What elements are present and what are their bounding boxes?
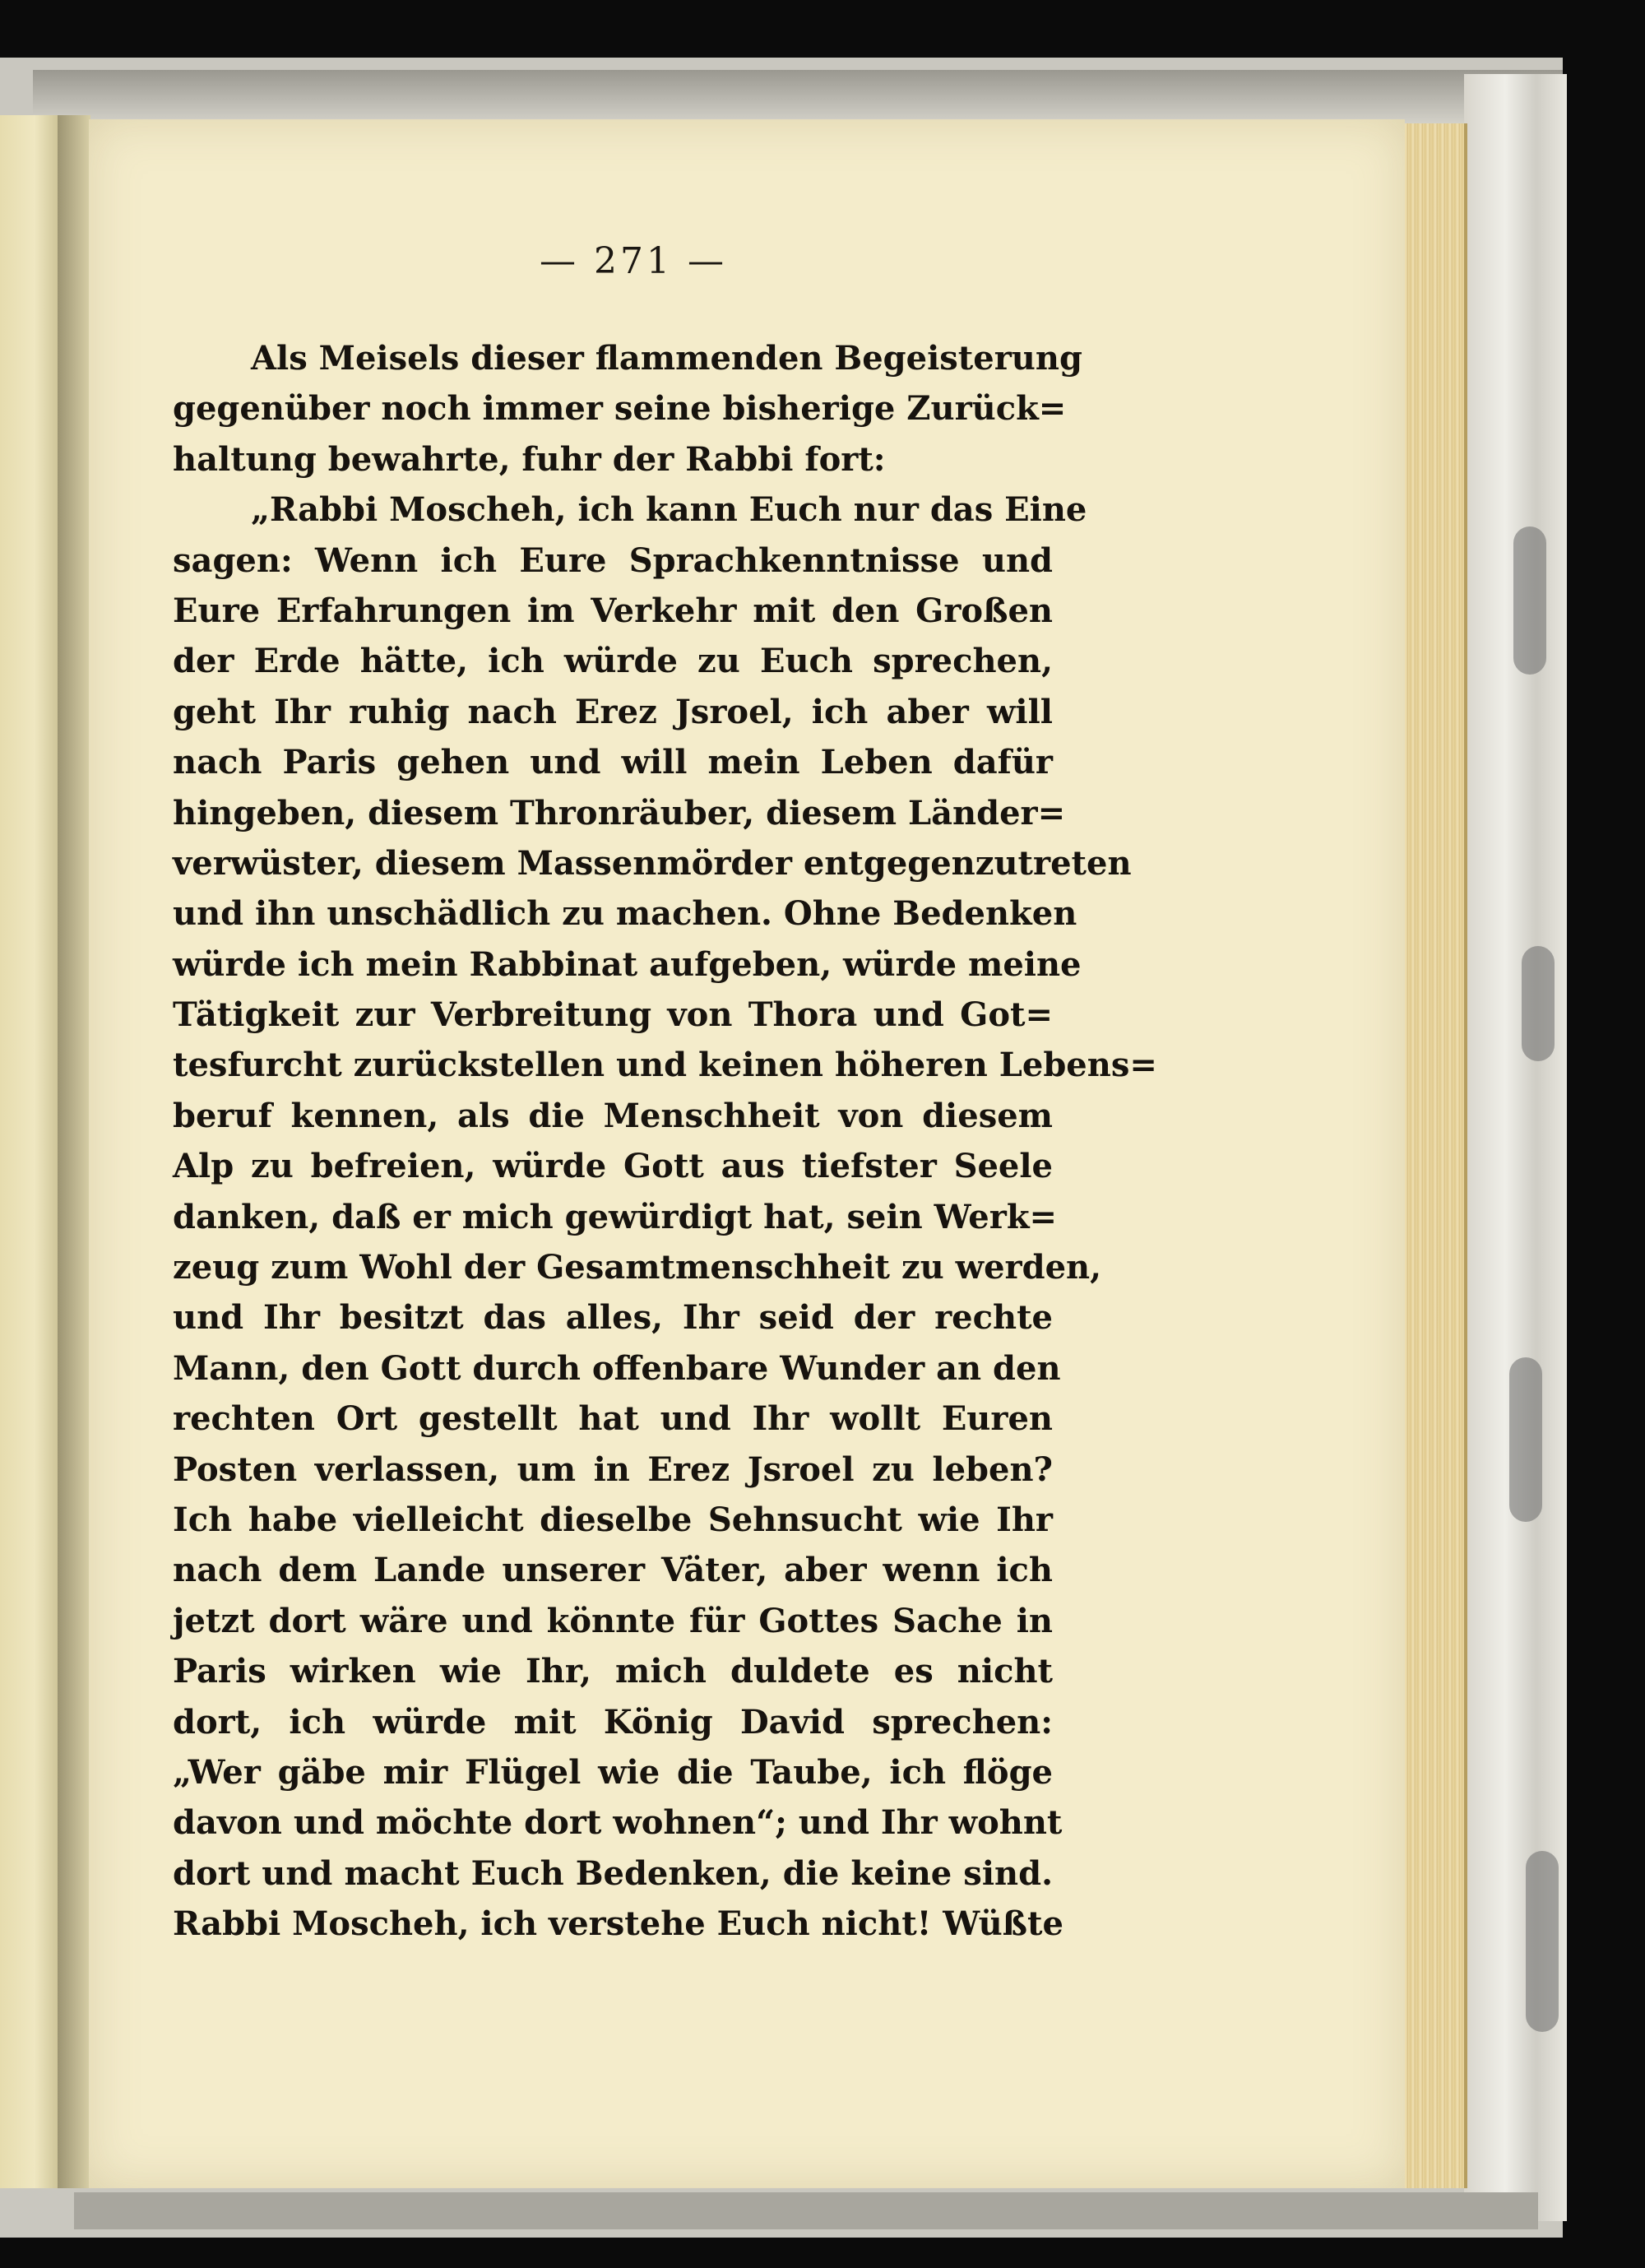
text-line: beruf kennen, als die Menschheit von diesem [173, 1096, 1053, 1135]
body-text [173, 333, 1157, 1950]
text-line: Paris wirken wie Ihr, mich duldete es nicht [173, 1652, 1053, 1691]
page-number: — 271 — [540, 240, 727, 282]
text-line: nach Paris gehen und will mein Leben dafür [173, 743, 1053, 782]
text-line: Rabbi Moscheh, ich verstehe Euch nicht! Wüßte [173, 1904, 1063, 1944]
text-line: und ihn unschädlich zu machen. Ohne Bedenken [173, 894, 1077, 934]
text-line: Mann, den Gott durch offenbare Wunder an den [173, 1348, 1061, 1388]
text-line: geht Ihr ruhig nach Erez Jsroel, ich aber will [173, 692, 1053, 731]
text-line: Als Meisels dieser flammenden Begeisterung [251, 339, 1082, 378]
text-line: Eure Erfahrungen im Verkehr mit den Großen [173, 591, 1053, 630]
text-line: davon und möchte dort wohnen“; und Ihr wohnt [173, 1803, 1063, 1843]
text-line: dort, ich würde mit König David sprechen: [173, 1702, 1053, 1742]
text-line: tesfurcht zurückstellen und keinen höheren Lebens= [173, 1046, 1157, 1085]
text-line: Posten verlassen, um in Erez Jsroel zu leben? [173, 1449, 1053, 1489]
text-line: hingeben, diesem Thronräuber, diesem Länder= [173, 793, 1066, 833]
text-line: gegenüber noch immer seine bisherige Zurück= [173, 389, 1067, 429]
text-line: verwüster, diesem Massenmörder entgegenzutreten [173, 843, 1132, 883]
text-line: Ich habe vielleicht dieselbe Sehnsucht wie Ihr [173, 1500, 1053, 1539]
text-line: würde ich mein Rabbinat aufgeben, würde meine [173, 944, 1082, 984]
text-line: haltung bewahrte, fuhr der Rabbi fort: [173, 439, 886, 479]
cover-marbling-mark [1526, 1851, 1559, 2032]
text-line: sagen: Wenn ich Eure Sprachkenntnisse und [173, 540, 1053, 580]
text-line: nach dem Lande unserer Väter, aber wenn ich [173, 1551, 1053, 1590]
text-line: zeug zum Wohl der Gesamtmenschheit zu werden, [173, 1248, 1102, 1287]
text-line: dort und macht Euch Bedenken, die keine sind. [173, 1853, 1053, 1893]
left-facing-page [0, 115, 60, 2188]
text-line: jetzt dort wäre und könnte für Gottes Sache in [173, 1601, 1053, 1640]
cover-marbling-mark [1513, 526, 1546, 675]
cover-marbling-mark [1509, 1357, 1542, 1522]
text-line: „Rabbi Moscheh, ich kann Euch nur das Eine [251, 490, 1087, 530]
text-line: Tätigkeit zur Verbreitung von Thora und Got= [173, 995, 1053, 1035]
page-gutter [58, 115, 90, 2188]
text-line: und Ihr besitzt das alles, Ihr seid der rechte [173, 1298, 1053, 1338]
text-line: rechten Ort gestellt hat und Ihr wollt Euren [173, 1399, 1053, 1439]
text-line: „Wer gäbe mir Flügel wie die Taube, ich flöge [173, 1752, 1053, 1792]
cover-bottom-edge [74, 2192, 1538, 2229]
text-line: der Erde hätte, ich würde zu Euch sprechen, [173, 642, 1053, 681]
text-line: danken, daß er mich gewürdigt hat, sein Werk= [173, 1197, 1058, 1236]
text-line: Alp zu befreien, würde Gott aus tiefster Seele [173, 1147, 1053, 1186]
cover-marbling-mark [1522, 946, 1555, 1061]
